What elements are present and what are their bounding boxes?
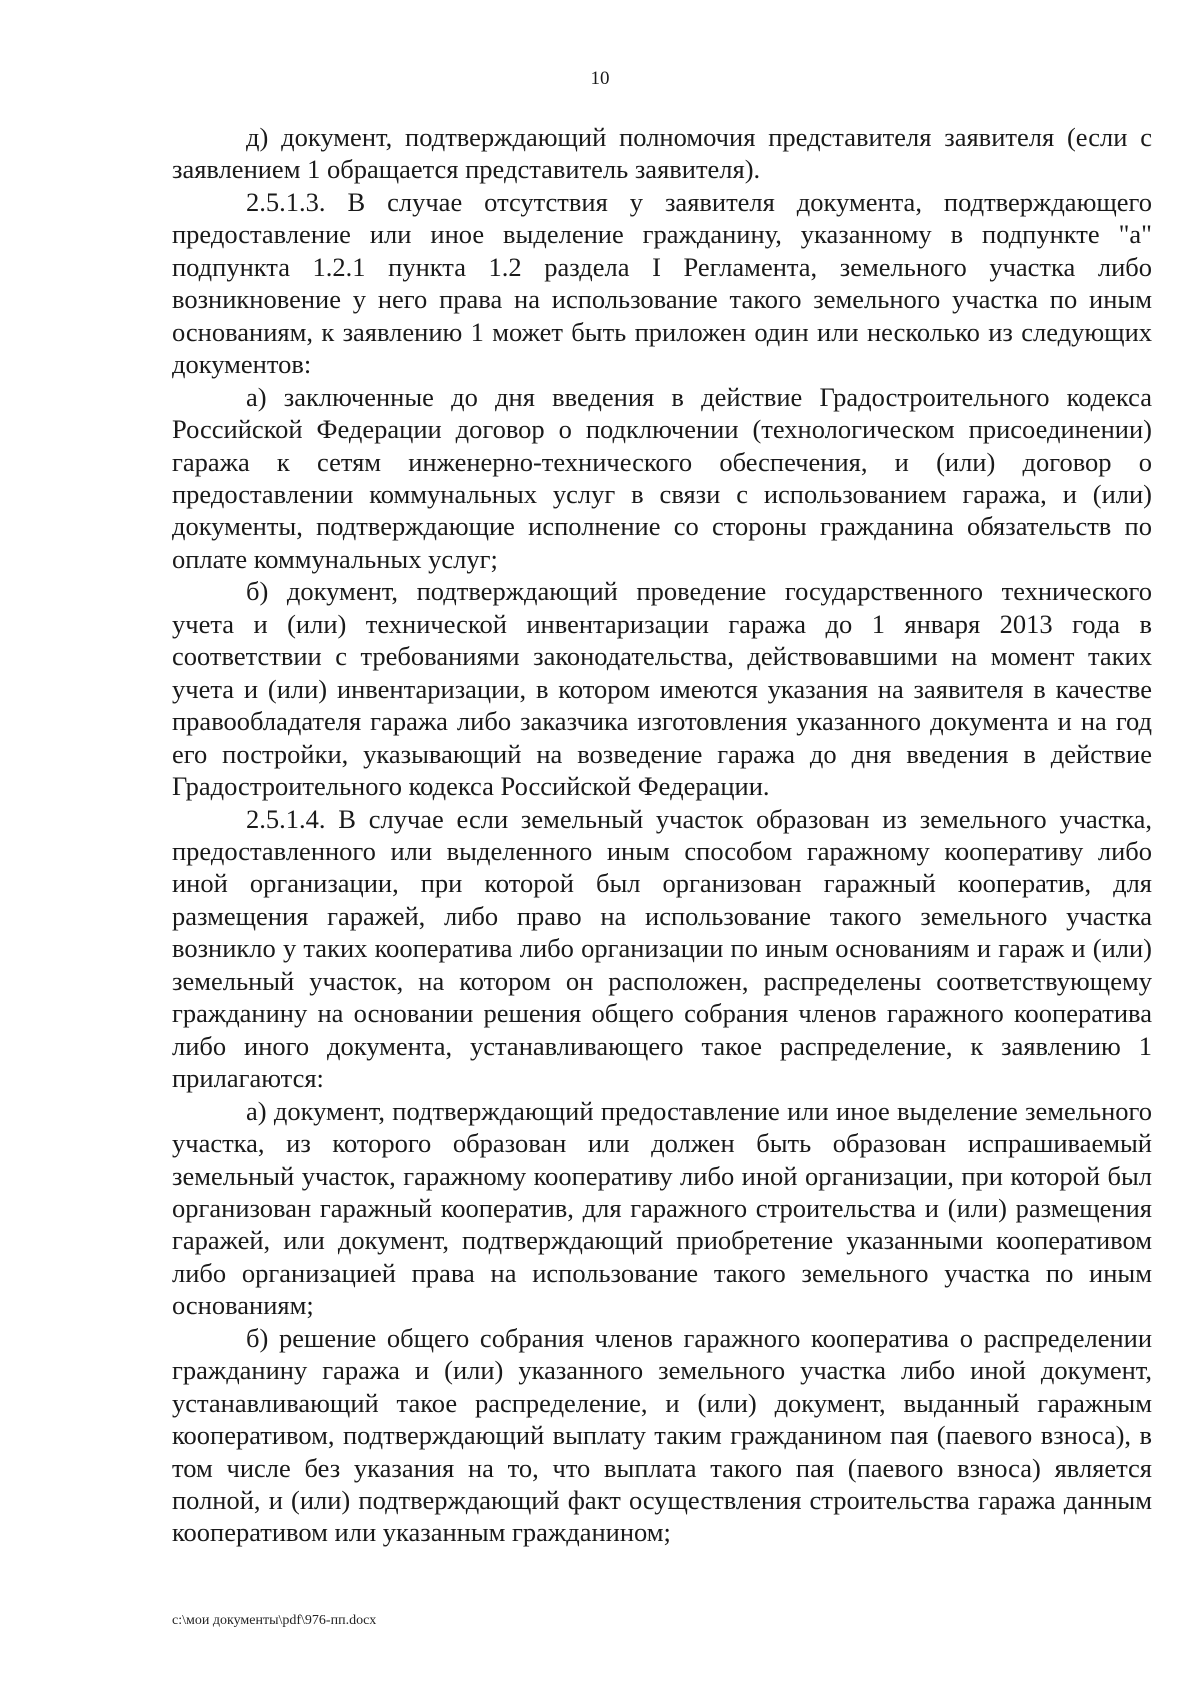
document-body [172, 121, 1152, 1549]
paragraph-d-representative-document: д) документ, подтверждающий полномочия представителя заявителя (если с заявлением 1 обращается представитель заявителя). [172, 122, 1152, 185]
paragraph-b-technical-accounting: б) документ, подтверждающий проведение государственного технического учета и (или) технической инвентаризации гаража до 1 января 2013 года в соответствии с требованиями законодательства, действовавшими на момент таких учета и (или) инвентаризации, в котором имеются указания на заявителя в качестве правообладателя гаража либо заказчика изготовления указанного документа и на год его постройки, указывающий на возведение гаража до дня введения в действие Градостроительного кодекса Российской Федерации. [172, 576, 1152, 802]
page-number: 10 [590, 68, 610, 89]
paragraph-b-general-meeting-decision: б) решение общего собрания членов гаражного кооператива о распределении гражданину гаража и (или) указанного земельного участка либо иной документ, устанавливающий такое распределение, и (или) документ, выданный гаражным кооперативом, подтверждающий выплату таким гражданином пая (паевого взноса), в том числе без указания на то, что выплата такого пая (паевого взноса) является полной, и (или) подтверждающий факт осуществления строительства гаража данным кооперативом или указанным гражданином; [172, 1322, 1152, 1548]
file-path-footer: c:\мои документы\pdf\976-пп.docx [172, 1613, 377, 1628]
paragraph-2-5-1-4: 2.5.1.4. В случае если земельный участок образован из земельного участка, предоставленного или выделенного иным способом гаражному кооперативу либо иной организации, при которой был организован гаражный кооператив, для размещения гаражей, либо право на использование такого земельного участка возникло у таких кооператива либо организации по иным основаниям и гараж и (или) земельный участок, на котором он расположен, распределены соответствующему гражданину на основании решения общего собрания членов гаражного кооператива либо иного документа, устанавливающего такое распределение, к заявлению 1 прилагаются: [172, 803, 1152, 1094]
paragraph-a-connection-contract: а) заключенные до дня введения в действие Градостроительного кодекса Российской Федерации договор о подключении (технологическом присоединении) гаража к сетям инженерно-технического обеспечения, и (или) договор о предоставлении коммунальных услуг в связи с использованием гаража, и (или) документы, подтверждающие исполнение со стороны гражданина обязательств по оплате коммунальных услуг; [172, 381, 1152, 574]
paragraph-a-land-allocation-document: а) документ, подтверждающий предоставление или иное выделение земельного участка, из которого образован или должен быть образован испрашиваемый земельный участок, гаражному кооперативу либо иной организации, при которой был организован гаражный кооператив, для гаражного строительства и (или) размещения гаражей, или документ, подтверждающий приобретение указанными кооперативом либо организацией права на использование такого земельного участка по иным основаниям; [172, 1095, 1152, 1321]
paragraph-2-5-1-3: 2.5.1.3. В случае отсутствия у заявителя документа, подтверждающего предоставление или иное выделение гражданину, указанному в подпункте "а" подпункта 1.2.1 пункта 1.2 раздела I Регламента, земельного участка либо возникновение у него права на использование такого земельного участка по иным основаниям, к заявлению 1 может быть приложен один или несколько из следующих документов: [172, 186, 1152, 380]
